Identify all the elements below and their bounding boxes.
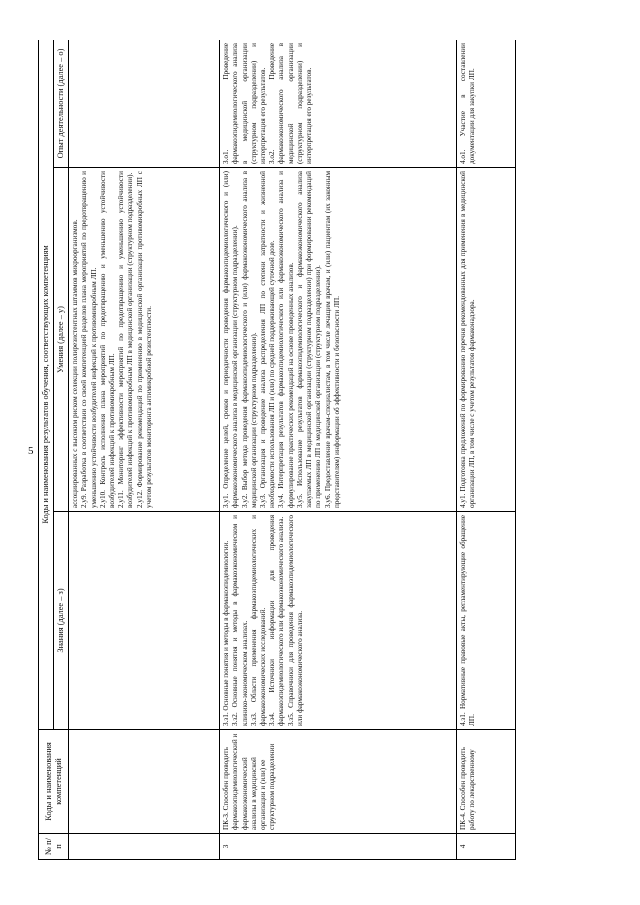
header-skills: Умения (далее – у) <box>54 168 69 512</box>
header-knowledge: Знания (далее – з) <box>54 512 69 730</box>
cell-competence: ПК-4. Способен проводить работу по лекарственному <box>457 730 516 834</box>
skill-item: 3.у2. Выбор метода проведения фармакоэпидемиологического и (или) фармакоэкономического анализа в медицинской организации (структурном подразделении). <box>240 171 258 508</box>
cell-num: 4 <box>457 834 516 860</box>
cell-skills <box>69 168 220 512</box>
skill-item: 2.у11. Мониторинг эффективности мероприятий по предотвращению и уменьшению устойчивости возбудителей инфекций к противомикробным ЛП в медицинской организации (структурном подразделении). <box>117 171 135 508</box>
cell-competence <box>69 730 220 834</box>
knowledge-item: 3.з3. Области применения фармакоэпидемиологических и фармакоэкономических исследований. <box>249 515 268 726</box>
knowledge-item: 4.з1. Нормативные правовые акты, регламентирующие обращение ЛП. <box>459 515 477 726</box>
header-num: № п/п <box>39 834 69 860</box>
skill-item: 4.у1. Подготовка предложений по формированию перечня рекомендованных для применения в медицинской организации ЛП, в том числе с учетом результатов фармаконадзора. <box>459 171 477 508</box>
table-row <box>457 40 516 860</box>
table-row-continuation <box>69 40 220 860</box>
skill-item: 2.у12. Формирование рекомендаций по применению в медицинской организации противомикробных ЛП с учетом результатов мониторинга антимикробной резистентности. <box>135 171 153 508</box>
cell-knowledge <box>457 512 516 730</box>
header-competence: Коды и наименования компетенций <box>39 730 69 834</box>
skill-item: 2.у10. Контроль исполнения плана мероприятий по предотвращению и уменьшению устойчивости возбудителей инфекций к противомикробным ЛП. <box>98 171 117 508</box>
skill-item: 3.у4. Интерпретация результатов фармакоэпидемиологического или фармакоэкономического анализа и формулирование практических рекомендаций на основе проведенных анализов. <box>277 171 295 508</box>
page-number: 5 <box>28 445 34 457</box>
competence-table <box>38 40 516 860</box>
skill-item: 3.у6. Предоставление врачам-специалистам, в том числе лечащим врачам, и (или) пациентам (их законным представителям) информации об эффективности и безопасности ЛП. <box>323 171 341 508</box>
cell-competence: ПК-3. Способен проводить фармакоэпидемиологический и фармакоэкономический анализы в медицинской организации и (или) ее структурном подразделении <box>220 730 457 834</box>
cell-experience <box>220 40 457 168</box>
cell-skills <box>457 168 516 512</box>
knowledge-item: 3.з2. Основные понятия и методы в фармакоэкономическом и клинико-экономическом анализах. <box>231 515 249 726</box>
scanned-page <box>38 40 598 860</box>
cell-num <box>69 834 220 860</box>
table-row <box>220 40 457 860</box>
skill-item: ассоциированных с высоким риском селекции полирезистентных штаммов микроорганизмов. <box>71 219 80 508</box>
cell-knowledge <box>69 512 220 730</box>
skill-item: 3.у5. Использование результатов фармакоэпидемиологического и фармакоэкономического анализа закупаемых ЛП в медицинской организации (структурном подразделении) при формировании рекомендаций по применению ЛП в медицинской организации (структурном подразделении). <box>295 171 323 508</box>
cell-num: 3 <box>220 834 457 860</box>
rotated-table-wrapper <box>38 40 598 860</box>
skill-item: 3.у1. Определение целей, сроков и периодичности проведения фармакоэпидемиологического и (или) фармакоэкономического анализа в медицинской организации (структурном подразделении). <box>222 171 240 508</box>
header-experience: Опыт деятельности (далее – о) <box>54 40 69 168</box>
cell-experience <box>69 40 220 168</box>
experience-item: 3.о1. Проведение фармакоэпидемиологического анализа в медицинской организации (структурном подразделении) и интерпретация его результатов. <box>222 43 268 164</box>
header-group: Коды и наименования результатов обучения, соответствующих компетенциям <box>39 40 54 730</box>
skill-item: 3.у3. Организация и проведение анализа распределения ЛП по степени затратности и жизненной необходимости использования ЛП и (или) по средней поддерживающей суточной дозе. <box>259 171 277 508</box>
knowledge-item: 3.з1. Основные понятия и методы в фармакоэпидемиологии. <box>222 540 231 726</box>
skill-item: 2.у9. Разработка в соответствии со своей компетенцией разделов плана мероприятий по предотвращению и уменьшению устойчивости возбудителей инфекций к противомикробным ЛП. <box>80 171 98 508</box>
cell-experience <box>457 40 516 168</box>
knowledge-item: 3.з4. Источники информации для проведения фармакоэпидемиологического или фармакоэкономического анализа. <box>268 515 286 726</box>
cell-skills <box>220 168 457 512</box>
cell-knowledge <box>220 512 457 730</box>
experience-item: 4.о1. Участие в составлении документации для закупки ЛП. <box>459 43 477 164</box>
experience-item: 3.о2. Проведение фармакоэкономического анализа в медицинской организации (структурном подразделении) и интерпретация его результатов. <box>268 43 314 164</box>
knowledge-item: 3.з5. Справочники для проведения фармакоэпидемиологического или фармакоэкономического анализа. <box>286 515 304 726</box>
